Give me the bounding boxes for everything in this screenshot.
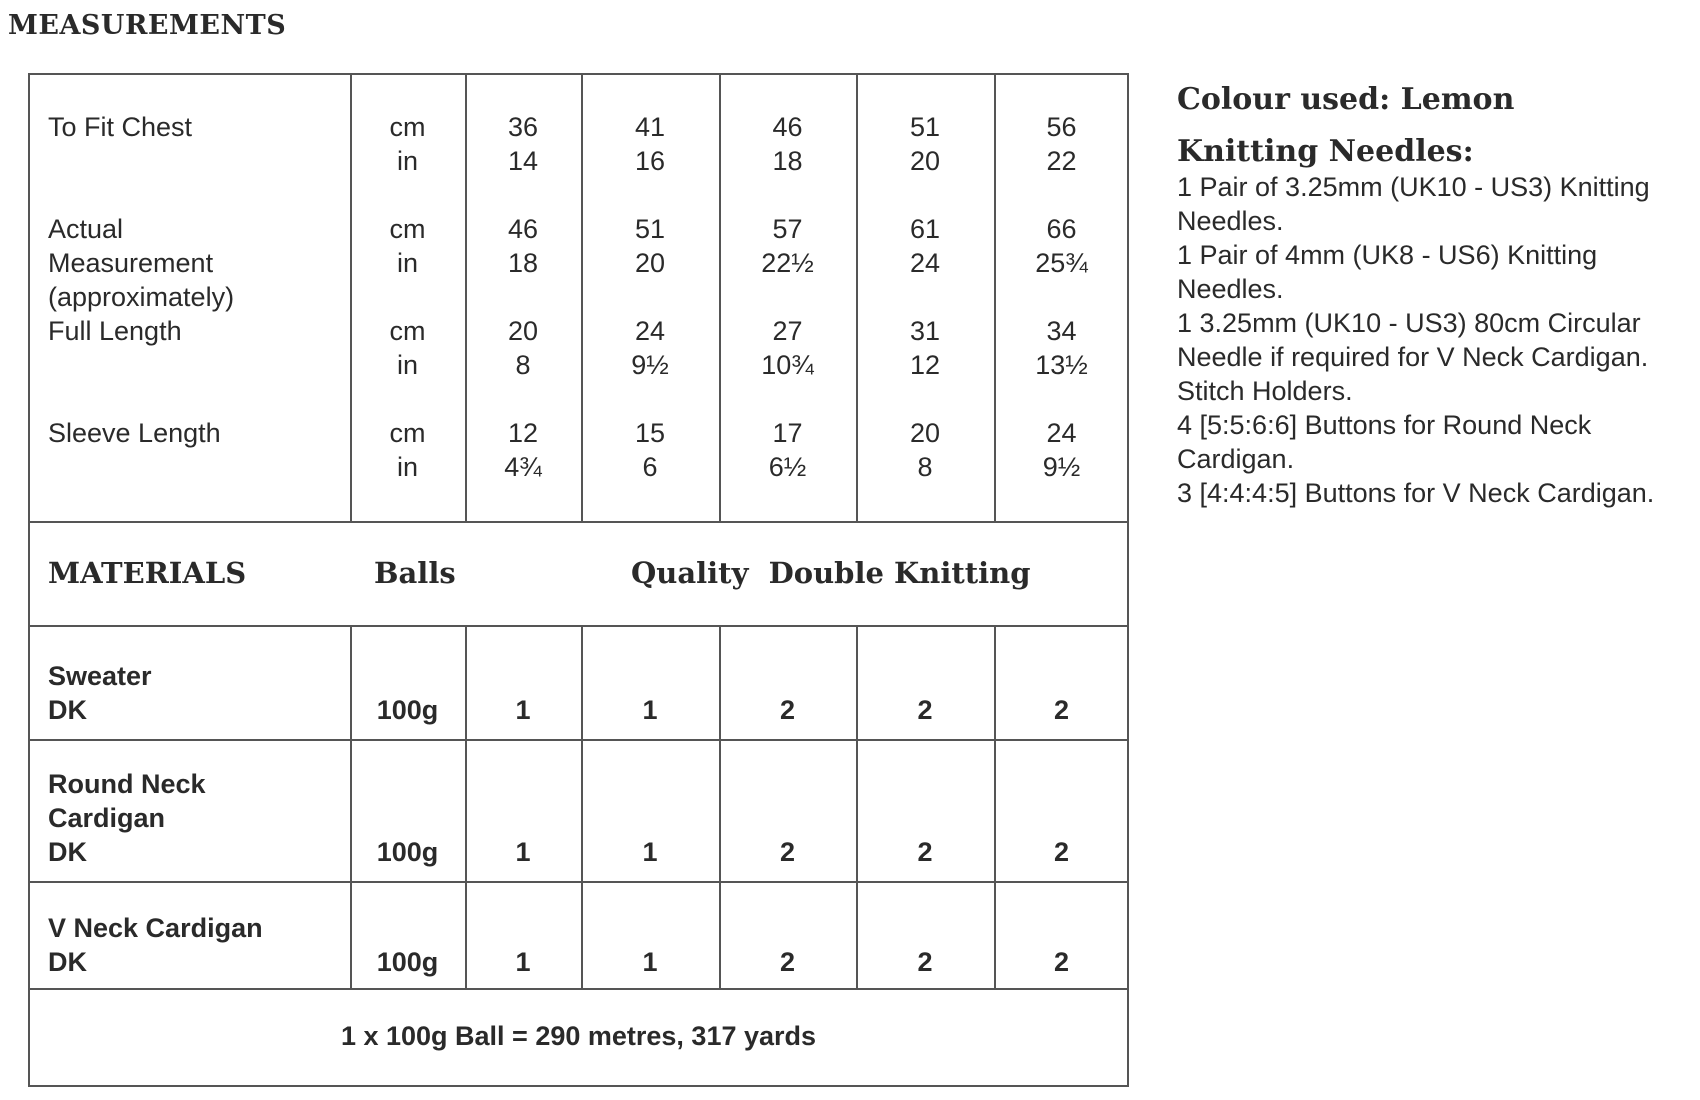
note-line: Needles. (1177, 274, 1284, 304)
material-name: DK (48, 695, 87, 725)
colour-used: Colour used: Lemon (1177, 82, 1515, 117)
value-in: 9½ (631, 350, 669, 380)
ball-count: 2 (917, 947, 933, 977)
value-in: 14 (507, 146, 539, 176)
unit-in: in (396, 452, 418, 482)
materials-row-v-neck (30, 883, 1127, 990)
value-in: 9½ (1042, 452, 1081, 482)
value-cm: 24 (1046, 418, 1077, 448)
material-name: V Neck Cardigan (48, 913, 263, 943)
value-cm: 46 (507, 214, 539, 244)
ball-count: 1 (515, 837, 531, 867)
value-in: 20 (634, 248, 666, 278)
row-label-actual: Actual (48, 214, 124, 244)
value-cm: 17 (772, 418, 803, 448)
note-line: Needles. (1177, 206, 1284, 236)
value-in: 16 (634, 146, 666, 176)
note-line: Cardigan. (1177, 444, 1295, 474)
ball-count: 1 (515, 695, 531, 725)
value-in: 13½ (1035, 350, 1088, 380)
knitting-needles-title: Knitting Needles: (1177, 134, 1474, 169)
material-name: DK (48, 837, 87, 867)
value-cm: 57 (772, 214, 803, 244)
unit-cm: cm (389, 316, 426, 346)
value-cm: 36 (507, 112, 539, 142)
materials-header (30, 523, 1127, 627)
value-in: 10¾ (761, 350, 814, 380)
note-line: Needle if required for V Neck Cardigan. (1177, 342, 1649, 372)
ball-count: 1 (642, 947, 658, 977)
quality-title: Quality Double Knitting (631, 556, 1031, 590)
value-cm: 46 (772, 112, 803, 142)
materials-row-round-neck (30, 741, 1127, 883)
value-in: 20 (909, 146, 941, 176)
row-label-sleeve: Sleeve Length (48, 418, 221, 448)
value-cm: 20 (507, 316, 539, 346)
value-in: 8 (515, 350, 531, 380)
row-label-actual: Measurement (48, 248, 214, 278)
ball-count: 2 (779, 695, 796, 725)
materials-title: MATERIALS (48, 556, 247, 590)
value-cm: 20 (909, 418, 941, 448)
material-name: Sweater (48, 661, 152, 691)
value-cm: 56 (1046, 112, 1077, 142)
value-cm: 51 (909, 112, 941, 142)
ball-count: 1 (515, 947, 531, 977)
materials-row-sweater (30, 627, 1127, 741)
ball-count: 2 (779, 947, 796, 977)
note-line: Stitch Holders. (1177, 376, 1353, 406)
value-in: 18 (772, 146, 803, 176)
ball-count: 2 (1053, 947, 1070, 977)
note-line: 3 [4:4:4:5] Buttons for V Neck Cardigan. (1177, 478, 1655, 508)
material-name: DK (48, 947, 87, 977)
unit-in: in (396, 146, 418, 176)
ball-info: 1 x 100g Ball = 290 metres, 317 yards (340, 1021, 817, 1051)
value-cm: 12 (507, 418, 539, 448)
value-cm: 15 (634, 418, 666, 448)
note-line: 1 Pair of 4mm (UK8 - US6) Knitting (1177, 240, 1598, 270)
value-cm: 34 (1046, 316, 1077, 346)
row-label-actual: (approximately) (48, 282, 235, 312)
page-heading: MEASUREMENTS (8, 10, 287, 41)
ball-count: 1 (642, 695, 658, 725)
material-weight: 100g (376, 947, 439, 977)
note-line: 1 Pair of 3.25mm (UK10 - US3) Knitting (1177, 172, 1650, 202)
value-in: 25¾ (1035, 248, 1088, 278)
value-cm: 41 (634, 112, 666, 142)
value-in: 6½ (768, 452, 807, 482)
material-name: Round Neck (48, 769, 206, 799)
material-weight: 100g (376, 695, 439, 725)
unit-cm: cm (389, 214, 426, 244)
value-in: 12 (909, 350, 941, 380)
value-cm: 66 (1046, 214, 1077, 244)
note-line: 1 3.25mm (UK10 - US3) 80cm Circular (1177, 308, 1641, 338)
ball-count: 2 (779, 837, 796, 867)
value-cm: 61 (909, 214, 941, 244)
value-in: 22 (1046, 146, 1077, 176)
material-weight: 100g (376, 837, 439, 867)
ball-count: 2 (1053, 695, 1070, 725)
row-label-full-length: Full Length (48, 316, 182, 346)
ball-info-section (30, 990, 1127, 1085)
value-cm: 51 (634, 214, 666, 244)
value-in: 24 (909, 248, 941, 278)
unit-in: in (396, 248, 418, 278)
value-in: 18 (507, 248, 539, 278)
ball-count: 2 (1053, 837, 1070, 867)
value-in: 8 (917, 452, 933, 482)
value-in: 22½ (761, 248, 814, 278)
balls-title: Balls (374, 556, 456, 590)
row-label-chest: To Fit Chest (48, 112, 193, 142)
ball-count: 2 (917, 837, 933, 867)
value-cm: 31 (909, 316, 941, 346)
value-in: 6 (642, 452, 658, 482)
note-line: 4 [5:5:6:6] Buttons for Round Neck (1177, 410, 1592, 440)
ball-count: 1 (642, 837, 658, 867)
ball-count: 2 (917, 695, 933, 725)
measurements-table (28, 73, 1129, 1087)
materials-notes (1177, 80, 1697, 510)
measurements-section (30, 75, 1127, 523)
unit-cm: cm (389, 112, 426, 142)
unit-in: in (396, 350, 418, 380)
unit-cm: cm (389, 418, 426, 448)
value-cm: 24 (634, 316, 666, 346)
value-cm: 27 (772, 316, 803, 346)
value-in: 4¾ (504, 452, 542, 482)
material-name: Cardigan (48, 803, 166, 833)
